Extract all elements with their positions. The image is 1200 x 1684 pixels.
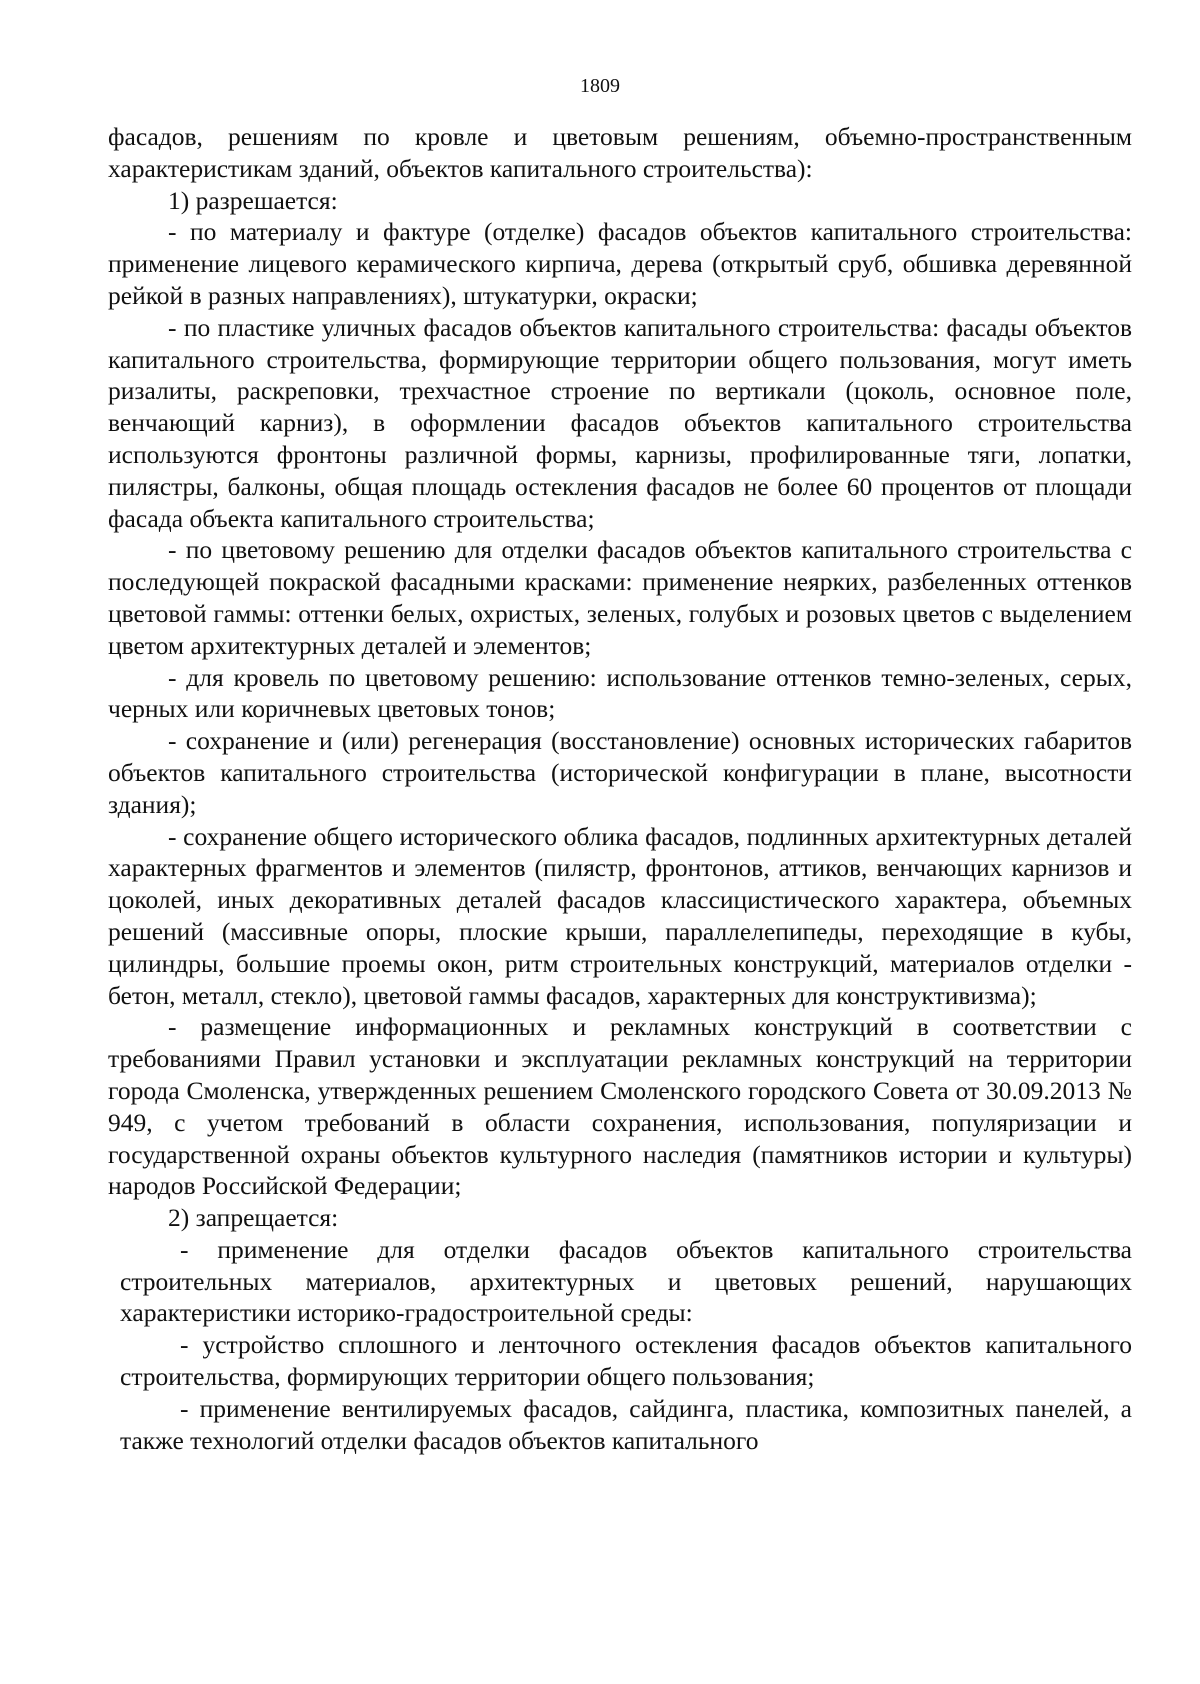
paragraph-intro-continuation: фасадов, решениям по кровле и цветовым решениям, объемно-пространственным характеристикам зданий, объектов капитального строительства):	[108, 122, 1132, 183]
paragraph-preservation-dimensions: - сохранение и (или) регенерация (восстановление) основных исторических габаритов объектов капитального строительства (исторической конфигурации в плане, высотности здания);	[108, 726, 1132, 819]
paragraph-prohibited-heading: 2) запрещается:	[168, 1203, 339, 1233]
paragraph-plastic-facades: - по пластике уличных фасадов объектов капитального строительства: фасады объектов капитального строительства, формирующие территории общего пользования, могут иметь ризалиты, раскреповки, трехчастное строение по вертикали (цоколь, основное поле, венчающий карниз), в оформлении фасадов объектов капитального строительства используются фронтоны различной формы, карнизы, профилированные тяги, лопатки, пилястры, балконы, общая площадь остекления фасадов не более 60 процентов от площади фасада объекта капитального строительства;	[108, 312, 1132, 533]
paragraph-roof-colors: - для кровель по цветовому решению: использование оттенков темно-зеленых, серых, черных или коричневых цветовых тонов;	[108, 662, 1132, 724]
paragraph-advertising: - размещение информационных и рекламных конструкций в соответствии с требованиями Правил установки и эксплуатации рекламных конструкций на территории города Смоленска, утвержденных решением Смоленского городского Совета от 30.09.2013 № 949, с учетом требований в области сохранения, использования, популяризации и государственной охраны объектов культурного наследия (памятников истории и культуры) народов Российской Федерации;	[108, 1012, 1132, 1201]
paragraph-color-solution: - по цветовому решению для отделки фасадов объектов капитального строительства с последующей покраской фасадными красками: применение неярких, разбеленных оттенков цветовой гаммы: оттенки белых, охристых, зеленых, голубых и розовых цветов с выделением цветом архитектурных деталей и элементов;	[108, 535, 1132, 660]
paragraph-prohibited-glazing: - устройство сплошного и ленточного остекления фасадов объектов капитального строительства, формирующих территории общего пользования;	[120, 1330, 1132, 1392]
paragraph-preservation-appearance: - сохранение общего исторического облика фасадов, подлинных архитектурных деталей характерных фрагментов и элементов (пилястр, фронтонов, аттиков, венчающих карнизов и цоколей, иных декоративных деталей фасадов классицистического характера, объемных решений (массивные опоры, плоские крыши, параллелепипеды, переходящие в кубы, цилиндры, большие проемы окон, ритм строительных конструкций, материалов отделки - бетон, металл, стекло), цветовой гаммы фасадов, характерных для конструктивизма);	[108, 821, 1132, 1010]
page-number: 1809	[580, 75, 620, 97]
paragraph-prohibited-materials: - применение для отделки фасадов объектов капитального строительства строительных материалов, архитектурных и цветовых решений, нарушающих характеристики историко-градостроительной среды:	[120, 1234, 1132, 1328]
document-body	[108, 121, 1132, 1456]
paragraph-permitted-heading: 1) разрешается:	[168, 185, 338, 215]
paragraph-prohibited-ventilated: - применение вентилируемых фасадов, сайдинга, пластика, композитных панелей, а также технологий отделки фасадов объектов капитального	[120, 1393, 1132, 1455]
paragraph-material-texture: - по материалу и фактуре (отделке) фасадов объектов капитального строительства: применение лицевого керамического кирпича, дерева (открытый сруб, обшивка деревянной рейкой в разных направлениях), штукатурки, окраски;	[108, 217, 1132, 310]
